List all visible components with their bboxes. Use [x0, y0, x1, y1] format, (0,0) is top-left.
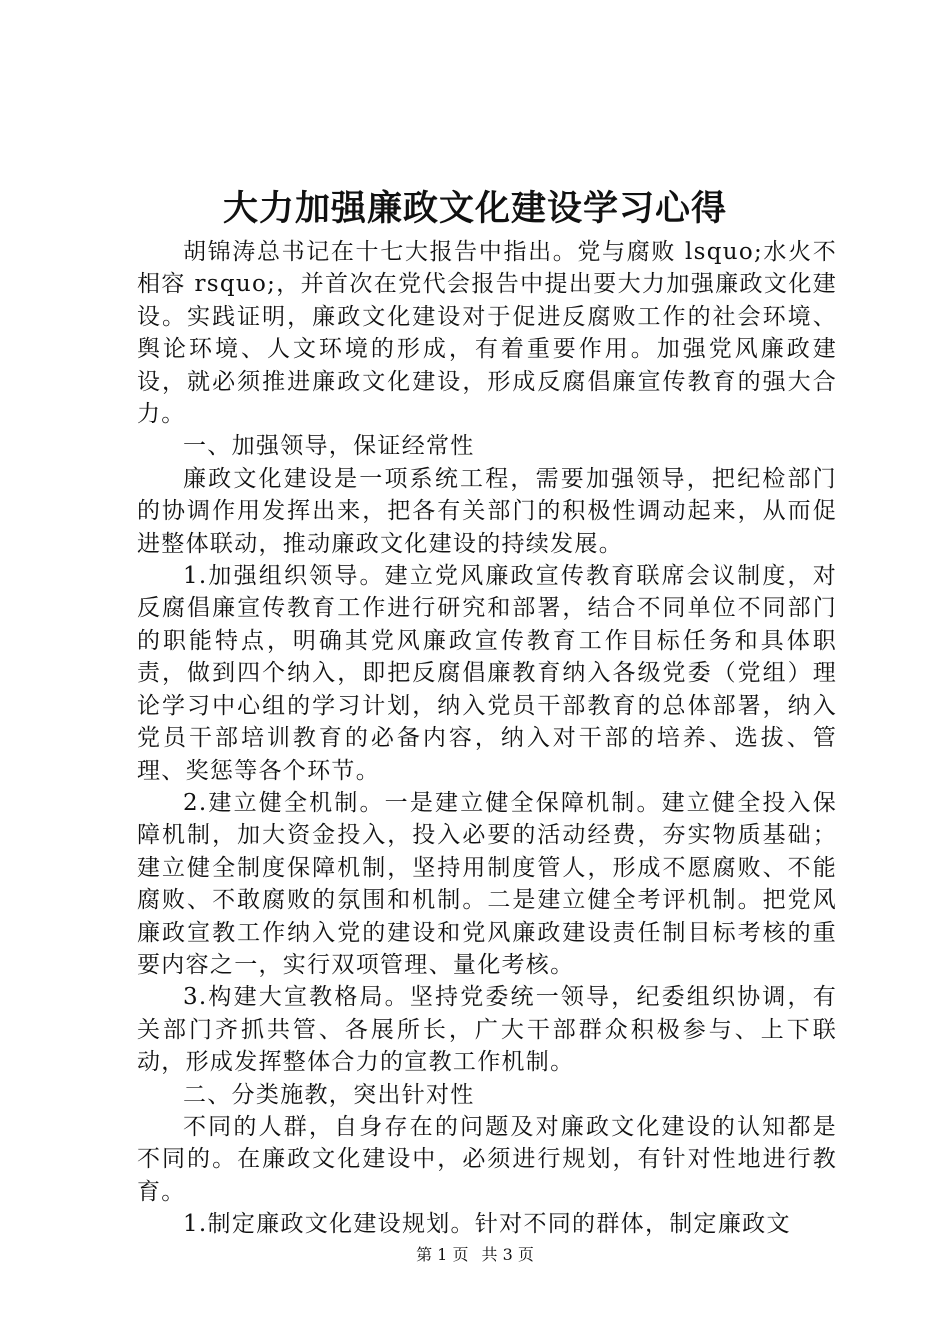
section-heading-2: 二、分类施教，突出针对性	[183, 1081, 475, 1108]
paragraph: 廉政文化建设是一项系统工程，需要加强领导，把纪检部门的协调作用发挥出来，把各有关部门的积极性调动起来，从而促进整体联动，推动廉政文化建设的持续发展。	[137, 465, 837, 557]
paragraph-item: 3.构建大宣教格局。坚持党委统一领导，纪委组织协调，有关部门齐抓共管、各展所长，广大干部群众积极参与、上下联动，形成发挥整体合力的宣教工作机制。	[137, 984, 837, 1076]
paragraph: 不同的人群，自身存在的问题及对廉政文化建设的认知都是不同的。在廉政文化建设中，必须进行规划，有针对性地进行教育。	[137, 1113, 837, 1205]
paragraph-item: 1.加强组织领导。建立党风廉政宣传教育联席会议制度，对反腐倡廉宣传教育工作进行研究和部署，结合不同单位不同部门的职能特点，明确其党风廉政宣传教育工作目标任务和具体职责，做到四个纳入，即把反腐倡廉教育纳入各级党委（党组）理论学习中心组的学习计划，纳入党员干部教育的总体部署，纳入党员干部培训教育的必备内容，纳入对干部的培养、选拔、管理、奖惩等各个环节。	[137, 563, 837, 784]
page-total: 共 3 页	[481, 1245, 534, 1264]
paragraph-item: 2.建立健全机制。一是建立健全保障机制。建立健全投入保障机制，加大资金投入，投入必要的活动经费，夯实物质基础；建立健全制度保障机制，坚持用制度管人，形成不愿腐败、不能腐败、不敢腐败的氛围和机制。二是建立健全考评机制。把党风廉政宣教工作纳入党的建设和党风廉政建设责任制目标考核的重要内容之一，实行双项管理、量化考核。	[137, 789, 837, 978]
document-title: 大力加强廉政文化建设学习心得	[222, 188, 727, 229]
paragraph-item: 1.制定廉政文化建设规划。针对不同的群体，制定廉政文	[183, 1211, 791, 1238]
section-heading-1: 一、加强领导，保证经常性	[183, 433, 475, 460]
page-footer	[0, 1244, 950, 1266]
paragraph-intro: 胡锦涛总书记在十七大报告中指出。党与腐败 lsquo;水火不相容 rsquo;，并首次在党代会报告中提出要大力加强廉政文化建设。实践证明，廉政文化建设对于促进反腐败工作的社会环境、舆论环境、人文环境的形成，有着重要作用。加强党风廉政建设，就必须推进廉政文化建设，形成反腐倡廉宣传教育的强大合力。	[137, 239, 837, 428]
page-number: 第 1 页	[416, 1245, 469, 1264]
document-body	[137, 236, 837, 1241]
